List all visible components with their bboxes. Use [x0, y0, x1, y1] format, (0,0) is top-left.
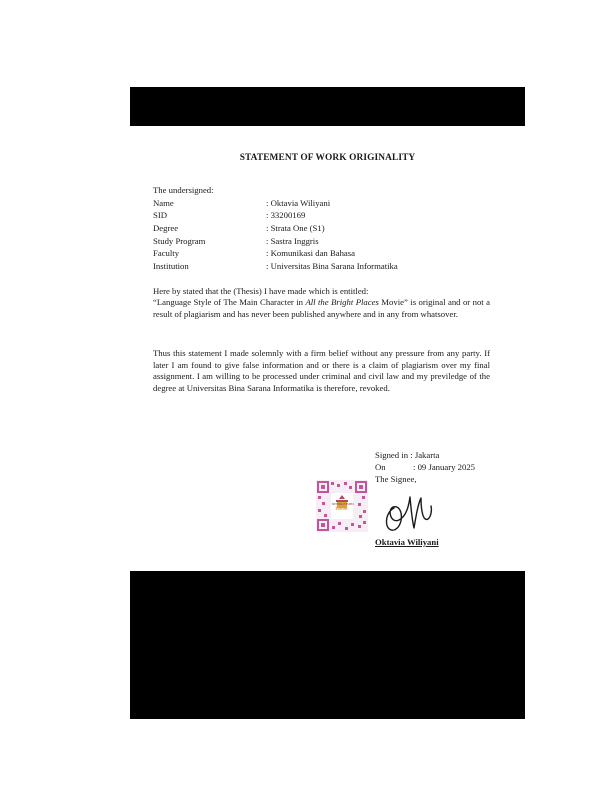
thesis-statement-paragraph — [153, 297, 490, 320]
field-label-study-program: Study Program — [153, 236, 206, 246]
signed-on-date: : 09 January 2025 — [413, 462, 476, 472]
thesis-title-quote-open: “Language Style of The Main Character in — [153, 297, 306, 307]
qr-code-stamp — [316, 480, 368, 532]
field-label-faculty: Faculty — [153, 248, 180, 258]
field-value-name: : Oktavia Wiliyani — [266, 198, 331, 208]
field-value-degree: : Strata One (S1) — [266, 223, 325, 233]
field-label-sid: SID — [153, 210, 167, 220]
field-label-institution: Institution — [153, 261, 189, 271]
signee-label: The Signee, — [375, 474, 417, 484]
stamp-label-top: METERAI TEMPEL — [332, 503, 355, 506]
field-value-sid: : 33200169 — [266, 210, 306, 220]
stamp-label-bottom: 10000 — [335, 507, 348, 512]
signed-in-location: Signed in : Jakarta — [375, 450, 440, 460]
signed-on-label: On — [375, 462, 386, 472]
field-value-study-program: : Sastra Inggris — [266, 236, 319, 246]
redaction-bar-top — [130, 87, 525, 126]
declaration-paragraph: Thus this statement I made solemnly with a firm belief without any pressure from any party. If later I am found to give false information and or there is a claim of plagiarism over my final assignment. I am willing to be processed under criminal and civil law and my previledge of the degree at Universitas Bina Sarana Informatika is therefore, revoked. — [153, 348, 490, 393]
field-label-name: Name — [153, 198, 174, 208]
redaction-bar-bottom — [130, 571, 525, 719]
thesis-statement-lead: Here by stated that the (Thesis) I have made which is entitled: — [153, 286, 369, 296]
field-value-faculty: : Komunikasi dan Bahasa — [266, 248, 356, 258]
field-value-institution: : Universitas Bina Sarana Informatika — [266, 261, 398, 271]
intro-text: The undersigned: — [153, 185, 214, 195]
signer-name: Oktavia Wiliyani — [375, 537, 439, 547]
handwritten-signature — [378, 480, 436, 538]
field-label-degree: Degree — [153, 223, 179, 233]
document-title: STATEMENT OF WORK ORIGINALITY — [239, 153, 416, 163]
movie-title: All the Bright Places — [305, 297, 379, 307]
thesis-statement-rest: Movie” is original and or not a result of plagiarism and has never been published anywhere and in any from whatsover. — [153, 297, 491, 319]
